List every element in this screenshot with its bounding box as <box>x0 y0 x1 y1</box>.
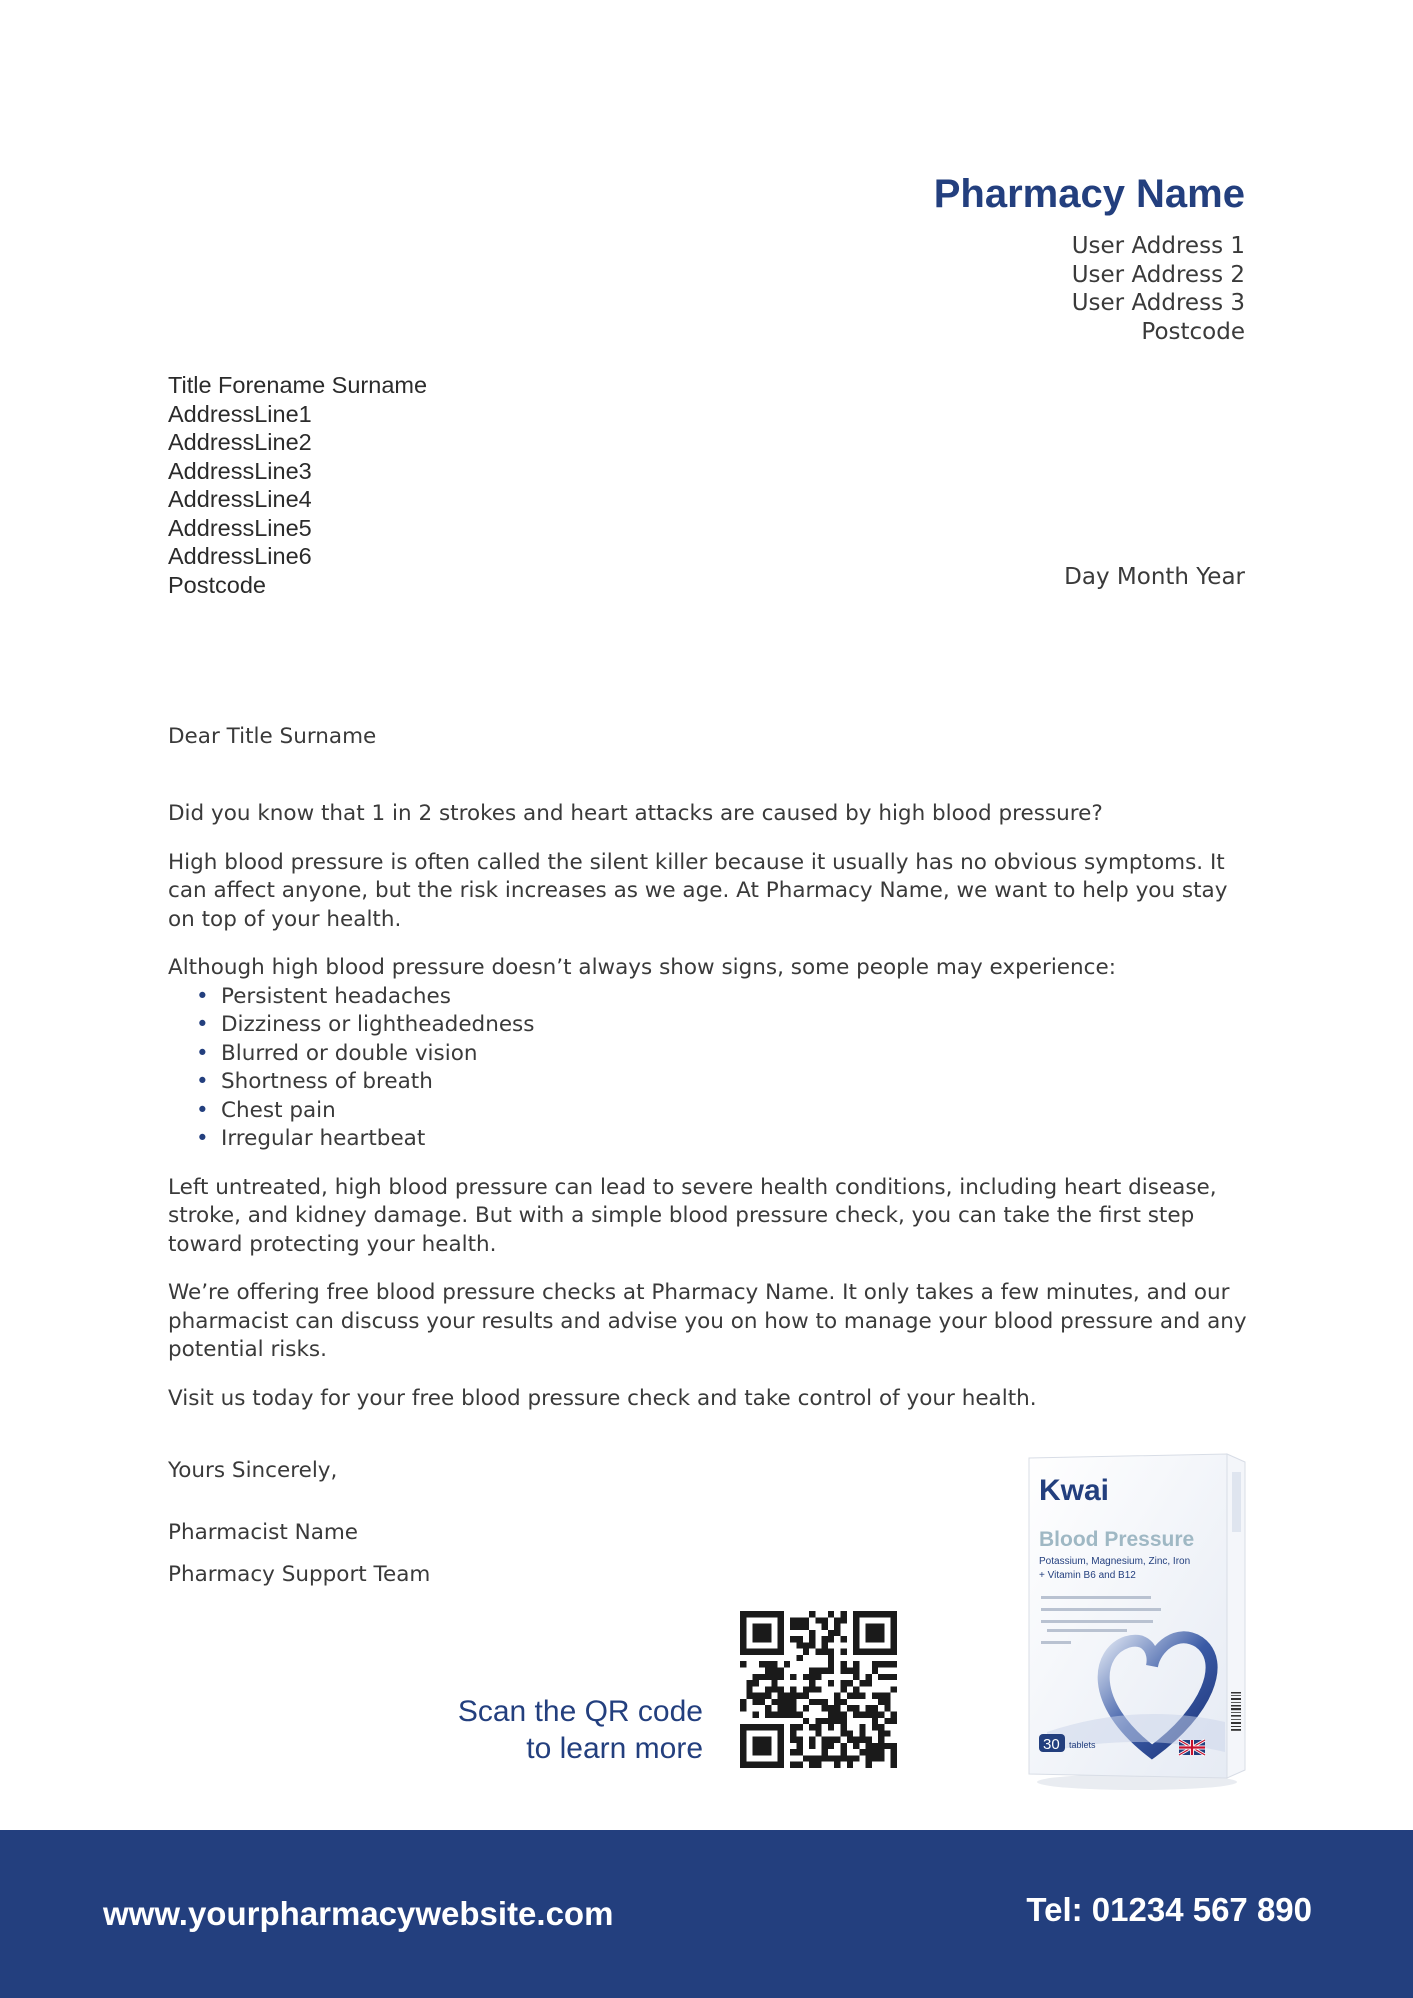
product-brand: Kwai <box>1039 1474 1110 1507</box>
paragraph-offer: We’re offering free blood pressure checks at Pharmacy Name. It only takes a few minutes, and our pharmacist can discuss your results and advise you on how to manage your blood pressure and any potential risks. <box>168 1280 1247 1362</box>
bullet-icon: • <box>196 1097 209 1123</box>
signature-name: Pharmacist Name <box>168 1520 359 1545</box>
footer-telephone[interactable]: Tel: 01234 567 890 <box>1026 1891 1312 1928</box>
qr-caption-line-2: to learn more <box>526 1732 703 1765</box>
recipient-address-line: AddressLine1 <box>168 400 312 427</box>
paragraph-risks: Left untreated, high blood pressure can lead to severe health conditions, including heart disease, stroke, and kidney damage. But with a simple blood pressure check, you can take the first step toward protecting your health. <box>168 1174 1217 1257</box>
bullet-icon: • <box>196 1040 209 1066</box>
paragraph-symptoms-intro: Although high blood pressure doesn’t always show signs, some people may experience: <box>168 955 1116 980</box>
recipient-name: Title Forename Surname <box>168 372 428 398</box>
list-item: • Shortness of breath <box>196 1068 1248 1097</box>
bullet-icon: • <box>196 1012 209 1037</box>
letter-body <box>168 800 1248 1433</box>
qr-caption <box>458 1693 703 1767</box>
recipient-address-line: AddressLine6 <box>168 543 312 569</box>
product-count: 30 <box>1043 1736 1060 1753</box>
sender-address-line: User Address 2 <box>1071 261 1245 288</box>
recipient-address-line: AddressLine2 <box>168 429 312 455</box>
qr-caption-line-1: Scan the QR code <box>457 1695 703 1728</box>
product-subtitle-2: + Vitamin B6 and B12 <box>1039 1570 1136 1581</box>
recipient-block <box>168 371 427 599</box>
product-count-label: tablets <box>1069 1740 1096 1750</box>
list-item: • Blurred or double vision <box>196 1040 1248 1069</box>
bullet-icon: • <box>196 1069 209 1094</box>
paragraph-silent-killer: High blood pressure is often called the silent killer because it usually has no obvious symptoms. It can affect anyone, but the risk increases as we age. At Pharmacy Name, we want to help you stay on top of your health. <box>168 849 1228 932</box>
paragraph-call-to-action: Visit us today for your free blood pressure check and take control of your health. <box>168 1385 1037 1411</box>
signoff: Yours Sincerely, <box>168 1458 338 1483</box>
product-box-image <box>1027 1452 1247 1792</box>
list-item: • Persistent headaches <box>196 983 1248 1012</box>
recipient-postcode: Postcode <box>168 571 266 598</box>
sender-address-line: User Address 1 <box>1071 233 1245 259</box>
list-item: • Dizziness or lightheadedness <box>196 1011 1248 1040</box>
salutation: Dear Title Surname <box>168 724 377 749</box>
uk-flag-icon <box>1179 1740 1205 1755</box>
pharmacy-name-heading: Pharmacy Name <box>933 172 1245 216</box>
recipient-address-line: AddressLine4 <box>168 486 312 512</box>
symptoms-list <box>168 983 1248 1154</box>
bullet-icon: • <box>196 1126 209 1151</box>
product-name: Blood Pressure <box>1039 1528 1195 1551</box>
footer-website-link[interactable]: www.yourpharmacywebsite.com <box>103 1895 614 1932</box>
bullet-icon: • <box>196 983 209 1009</box>
recipient-address-line: AddressLine5 <box>168 514 312 541</box>
signature-team: Pharmacy Support Team <box>168 1562 431 1587</box>
product-subtitle-1: Potassium, Magnesium, Zinc, Iron <box>1039 1556 1191 1567</box>
sender-postcode: Postcode <box>1141 318 1245 345</box>
recipient-address-line: AddressLine3 <box>168 457 312 484</box>
paragraph-intro: Did you know that 1 in 2 strokes and heart attacks are caused by high blood pressure? <box>168 801 1103 826</box>
sender-address-line: User Address 3 <box>1071 290 1245 316</box>
list-item: • Irregular heartbeat <box>196 1125 1248 1154</box>
list-item: • Chest pain <box>196 1097 1248 1126</box>
letter-date: Day Month Year <box>1064 564 1245 590</box>
sender-address <box>1072 232 1245 346</box>
qr-code[interactable] <box>740 1611 897 1768</box>
